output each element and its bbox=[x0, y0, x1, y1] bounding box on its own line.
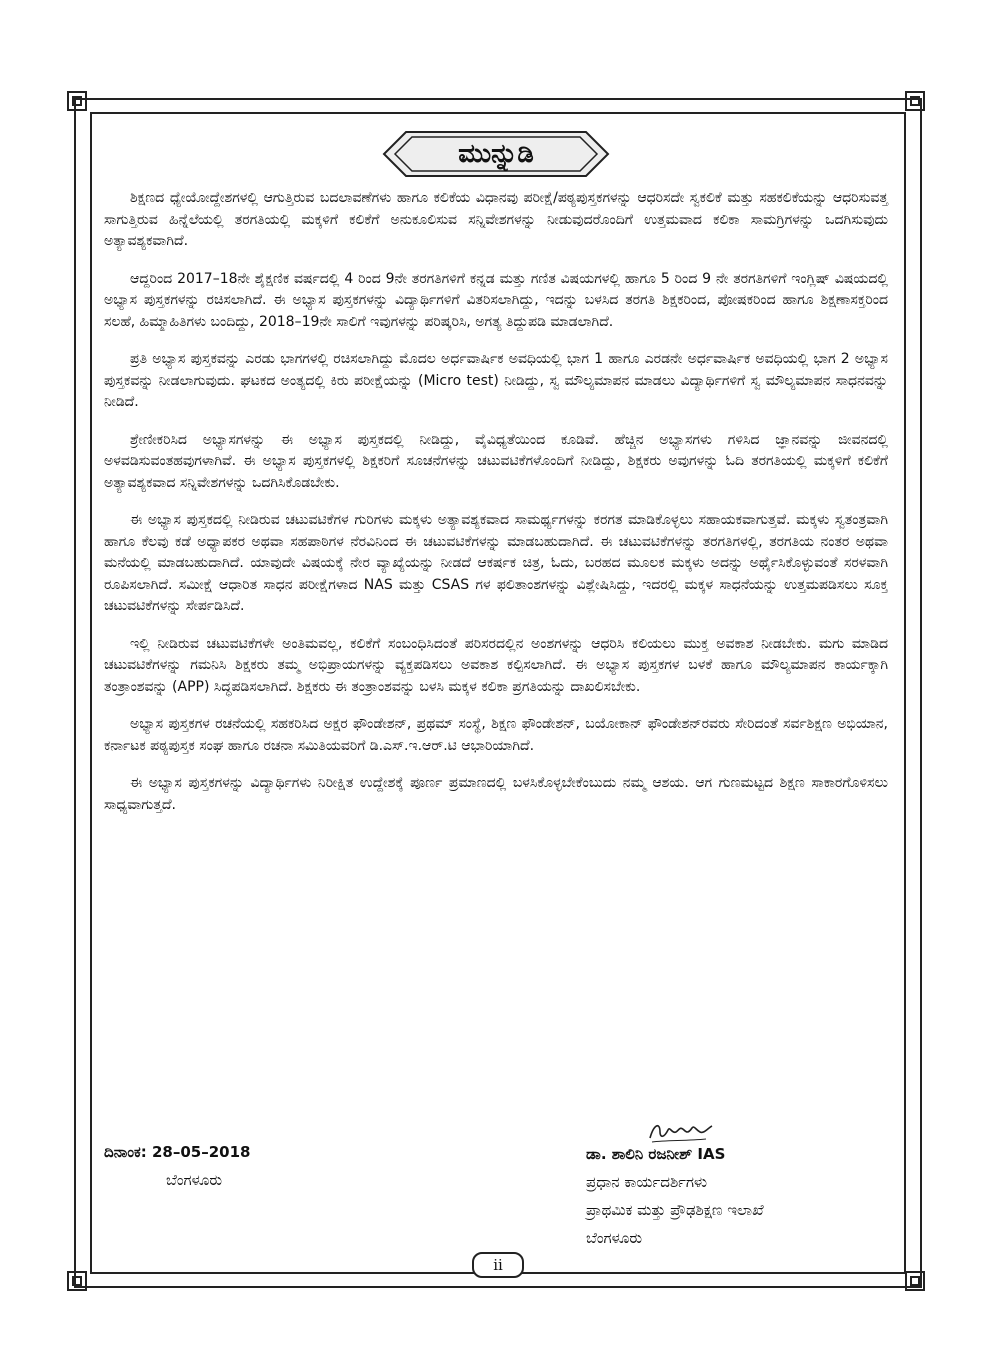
corner-ornament-top-left bbox=[66, 90, 88, 112]
paragraph: ಶ್ರೇಣೀಕರಿಸಿದ ಅಭ್ಯಾಸಗಳನ್ನು ಈ ಅಭ್ಯಾಸ ಪುಸ್ತಕದಲ್ಲಿ ನೀಡಿದ್ದು, ವೈವಿಧ್ಯತೆಯಿಂದ ಕೂಡಿವೆ. ಹೆಚ್ಚಿನ ಅಭ್ಯಾಸಗಳು ಗಳಿಸಿದ ಜ್ಞಾನವನ್ನು ಜೀವನದಲ್ಲಿ ಅಳವಡಿಸುವಂತಹವುಗಳಾಗಿವೆ. ಈ ಅಭ್ಯಾಸ ಪುಸ್ತಕಗಳಲ್ಲಿ ಶಿಕ್ಷಕರಿಗೆ ಸೂಚನೆಗಳನ್ನು ಚಟುವಟಿಕೆಗಳೊಂದಿಗೆ ನೀಡಿದ್ದು, ಶಿಕ್ಷಕರು ಅವುಗಳನ್ನು ಓದಿ ತರಗತಿಯಲ್ಲಿ ಮಕ್ಕಳಿಗೆ ಕಲಿಕೆಗೆ ಅತ್ಯಾವಶ್ಯಕವಾದ ಸನ್ನಿವೇಶಗಳನ್ನು ಒದಗಿಸಿಕೊಡಬೇಕು. bbox=[104, 431, 888, 491]
paragraph: ಶಿಕ್ಷಣದ ಧ್ಯೇಯೋದ್ದೇಶಗಳಲ್ಲಿ ಆಗುತ್ತಿರುವ ಬದಲಾವಣೆಗಳು ಹಾಗೂ ಕಲಿಕೆಯ ವಿಧಾನವು ಪರೀಕ್ಷೆ/ಪಠ್ಯಪುಸ್ತಕಗಳನ್ನು ಆಧರಿಸದೇ ಸ್ವಕಲಿಕೆ ಮತ್ತು ಸಹಕಲಿಕೆಯನ್ನು ಆಧರಿಸುವತ್ತ ಸಾಗುತ್ತಿರುವ ಹಿನ್ನೆಲೆಯಲ್ಲಿ ತರಗತಿಯಲ್ಲಿ ಮಕ್ಕಳಿಗೆ ಕಲಿಕೆಗೆ ಅನುಕೂಲಿಸುವ ಸನ್ನಿವೇಶಗಳನ್ನು ನೀಡುವುದರೊಂದಿಗೆ ಉತ್ತಮವಾದ ಕಲಿಕಾ ಸಾಮಗ್ರಿಗಳನ್ನು ಒದಗಿಸುವುದು ಅತ್ಯಾವಶ್ಯಕವಾಗಿದೆ. bbox=[104, 190, 888, 249]
signatory-block bbox=[586, 1140, 886, 1252]
paragraph: ಪ್ರತಿ ಅಭ್ಯಾಸ ಪುಸ್ತಕವನ್ನು ಎರಡು ಭಾಗಗಳಲ್ಲಿ ರಚಿಸಲಾಗಿದ್ದು ಮೊದಲ ಅರ್ಧವಾರ್ಷಿಕ ಅವಧಿಯಲ್ಲಿ ಭಾಗ 1 ಹಾಗೂ ಎರಡನೇ ಅರ್ಧವಾರ್ಷಿಕ ಅವಧಿಯಲ್ಲಿ ಭಾಗ 2 ಅಭ್ಯಾಸ ಪುಸ್ತಕವನ್ನು ನೀಡಲಾಗುವುದು. ಘಟಕದ ಅಂತ್ಯದಲ್ಲಿ ಕಿರು ಪರೀಕ್ಷೆಯನ್ನು (Micro test) ನೀಡಿದ್ದು, ಸ್ವ ಮೌಲ್ಯಮಾಪನ ಮಾಡಲು ವಿದ್ಯಾರ್ಥಿಗಳಿಗೆ ಸ್ವ ಮೌಲ್ಯಮಾಪನ ಸಾಧನವನ್ನು ನೀಡಿದೆ. bbox=[104, 351, 888, 410]
corner-ornament-bottom-left bbox=[66, 1270, 88, 1292]
signatory-city: ಬೆಂಗಳೂರು bbox=[586, 1229, 643, 1247]
signatory-department: ಪ್ರಾಥಮಿಕ ಮತ್ತು ಪ್ರೌಢಶಿಕ್ಷಣ ಇಲಾಖೆ bbox=[586, 1201, 764, 1219]
corner-ornament-bottom-right bbox=[904, 1270, 926, 1292]
paragraph: ಇಲ್ಲಿ ನೀಡಿರುವ ಚಟುವಟಿಕೆಗಳೇ ಅಂತಿಮವಲ್ಲ, ಕಲಿಕೆಗೆ ಸಂಬಂಧಿಸಿದಂತೆ ಪರಿಸರದಲ್ಲಿನ ಅಂಶಗಳನ್ನು ಆಧರಿಸಿ ಕಲಿಯಲು ಮುಕ್ತ ಅವಕಾಶ ನೀಡಬೇಕು. ಮಗು ಮಾಡಿದ ಚಟುವಟಿಕೆಗಳನ್ನು ಗಮನಿಸಿ ಶಿಕ್ಷಕರು ತಮ್ಮ ಅಭಿಪ್ರಾಯಗಳನ್ನು ವ್ಯಕ್ತಪಡಿಸಲು ಅವಕಾಶ ಕಲ್ಪಿಸಲಾಗಿದೆ. ಈ ಅಭ್ಯಾಸ ಪುಸ್ತಕಗಳ ಬಳಕೆ ಹಾಗೂ ಮೌಲ್ಯಮಾಪನ ಕಾರ್ಯಕ್ಕಾಗಿ ತಂತ್ರಾಂಶವನ್ನು (APP) ಸಿದ್ಧಪಡಿಸಲಾಗಿದೆ. ಶಿಕ್ಷಕರು ಈ ತಂತ್ರಾಂಶವನ್ನು ಬಳಸಿ ಮಕ್ಕಳ ಕಲಿಕಾ ಪ್ರಗತಿಯನ್ನು ದಾಖಲಿಸಬೇಕು. bbox=[104, 635, 888, 695]
paragraph: ಅಭ್ಯಾಸ ಪುಸ್ತಕಗಳ ರಚನೆಯಲ್ಲಿ ಸಹಕರಿಸಿದ ಅಕ್ಷರ ಫೌಂಡೇಶನ್, ಪ್ರಥಮ್ ಸಂಸ್ಥೆ, ಶಿಕ್ಷಣ ಫೌಂಡೇಶನ್, ಬಯೋಕಾನ್ ಫೌಂಡೇಶನ್‌ರವರು ಸೇರಿದಂತೆ ಸರ್ವಶಿಕ್ಷಣ ಅಭಿಯಾನ, ಕರ್ನಾಟಕ ಪಠ್ಯಪುಸ್ತಕ ಸಂಘ ಹಾಗೂ ರಚನಾ ಸಮಿತಿಯವರಿಗೆ ಡಿ.ಎಸ್.ಇ.ಆರ್.ಟಿ ಆಭಾರಿಯಾಗಿದೆ. bbox=[104, 716, 888, 754]
paragraph: ಆದ್ದರಿಂದ 2017–18ನೇ ಶೈಕ್ಷಣಿಕ ವರ್ಷದಲ್ಲಿ 4 ರಿಂದ 9ನೇ ತರಗತಿಗಳಿಗೆ ಕನ್ನಡ ಮತ್ತು ಗಣಿತ ವಿಷಯಗಳಲ್ಲಿ ಹಾಗೂ 5 ರಿಂದ 9 ನೇ ತರಗತಿಗಳಿಗೆ ಇಂಗ್ಲಿಷ್ ವಿಷಯದಲ್ಲಿ ಅಭ್ಯಾಸ ಪುಸ್ತಕಗಳನ್ನು ರಚಿಸಲಾಗಿದೆ. ಈ ಅಭ್ಯಾಸ ಪುಸ್ತಕಗಳನ್ನು ವಿದ್ಯಾರ್ಥಿಗಳಿಗೆ ವಿತರಿಸಲಾಗಿದ್ದು, ಇದನ್ನು ಬಳಸಿದ ತರಗತಿ ಶಿಕ್ಷಕರಿಂದ, ಪೋಷಕರಿಂದ ಹಾಗೂ ಶಿಕ್ಷಣಾಸಕ್ತರಿಂದ ಸಲಹೆ, ಹಿಮ್ಮಾಹಿತಿಗಳು ಬಂದಿದ್ದು, 2018–19ನೇ ಸಾಲಿಗೆ ಇವುಗಳನ್ನು ಪರಿಷ್ಕರಿಸಿ, ಅಗತ್ಯ ತಿದ್ದುಪಡಿ ಮಾಡಲಾಗಿದೆ. bbox=[104, 270, 888, 330]
signatory-name: ಡಾ. ಶಾಲಿನಿ ರಜನೀಶ್ IAS bbox=[586, 1145, 726, 1163]
date-block bbox=[104, 1138, 364, 1194]
page-number: ii bbox=[472, 1252, 524, 1278]
signatory-designation: ಪ್ರಧಾನ ಕಾರ್ಯದರ್ಶಿಗಳು bbox=[586, 1173, 707, 1191]
title-badge bbox=[380, 128, 612, 180]
date-city: ಬೆಂಗಳೂರು bbox=[166, 1171, 223, 1189]
corner-ornament-top-right bbox=[904, 90, 926, 112]
preface-body bbox=[104, 188, 888, 832]
page-title: ಮುನ್ನುಡಿ bbox=[458, 138, 534, 169]
paragraph: ಈ ಅಭ್ಯಾಸ ಪುಸ್ತಕಗಳನ್ನು ವಿದ್ಯಾರ್ಥಿಗಳು ನಿರೀಕ್ಷಿತ ಉದ್ದೇಶಕ್ಕೆ ಪೂರ್ಣ ಪ್ರಮಾಣದಲ್ಲಿ ಬಳಸಿಕೊಳ್ಳಬೇಕೆಂಬುದು ನಮ್ಮ ಆಶಯ. ಆಗ ಗುಣಮಟ್ಟದ ಶಿಕ್ಷಣ ಸಾಕಾರಗೊಳಿಸಲು ಸಾಧ್ಯವಾಗುತ್ತದೆ. bbox=[104, 775, 888, 813]
date-line: ದಿನಾಂಕ: 28–05–2018 bbox=[104, 1143, 251, 1161]
paragraph: ಈ ಅಭ್ಯಾಸ ಪುಸ್ತಕದಲ್ಲಿ ನೀಡಿರುವ ಚಟುವಟಿಕೆಗಳ ಗುರಿಗಳು ಮಕ್ಕಳು ಅತ್ಯಾವಶ್ಯಕವಾದ ಸಾಮರ್ಥ್ಯಗಳನ್ನು ಕರಗತ ಮಾಡಿಕೊಳ್ಳಲು ಸಹಾಯಕವಾಗುತ್ತವೆ. ಮಕ್ಕಳು ಸ್ವತಂತ್ರವಾಗಿ ಹಾಗೂ ಕೆಲವು ಕಡೆ ಅಧ್ಯಾಪಕರ ಅಥವಾ ಸಹಪಾಠಿಗಳ ನೆರವಿನಿಂದ ಈ ಚಟುವಟಿಕೆಗಳನ್ನು ಮಾಡಬಹುದಾಗಿದೆ. ಈ ಚಟುವಟಿಕೆಗಳನ್ನು ತರಗತಿಗಳಲ್ಲಿ, ತರಗತಿಯ ನಂತರ ಅಥವಾ ಮನೆಯಲ್ಲಿ ಮಾಡಬಹುದಾಗಿದೆ. ಯಾವುದೇ ವಿಷಯಕ್ಕೆ ನೇರ ವ್ಯಾಖ್ಯೆಯನ್ನು ನೀಡದೆ ಆಕರ್ಷಕ ಚಿತ್ರ, ಓದು, ಬರಹದ ಮೂಲಕ ಮಕ್ಕಳು ಅದನ್ನು ಅರ್ಥೈಸಿಕೊಳ್ಳುವಂತೆ ಸರಳವಾಗಿ ರೂಪಿಸಲಾಗಿದೆ. ಸಮೀಕ್ಷೆ ಆಧಾರಿತ ಸಾಧನ ಪರೀಕ್ಷೆಗಳಾದ NAS ಮತ್ತು CSAS ಗಳ ಫಲಿತಾಂಶಗಳನ್ನು ವಿಶ್ಲೇಷಿಸಿದ್ದು, ಇದರಲ್ಲಿ ಮಕ್ಕಳ ಸಾಧನೆಯನ್ನು ಉತ್ತಮಪಡಿಸಲು ಸೂಕ್ತ ಚಟುವಟಿಕೆಗಳನ್ನು ಸೇರ್ಪಡಿಸಿದೆ. bbox=[104, 512, 888, 614]
